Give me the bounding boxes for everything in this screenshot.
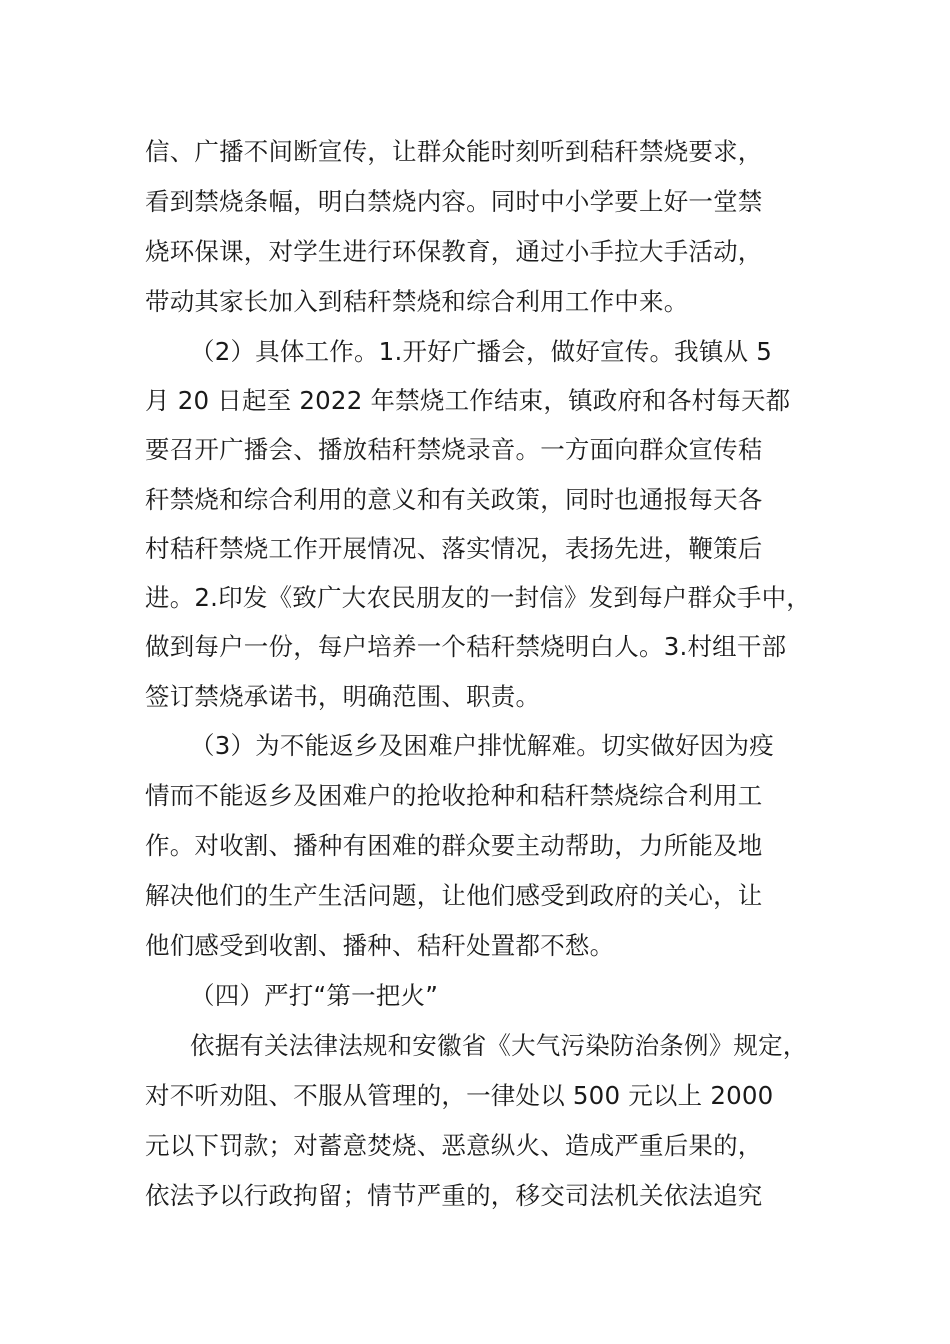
paragraph-line: 依法予以行政拘留；情节严重的，移交司法机关依法追究: [145, 1181, 763, 1210]
paragraph-first-line: （2）具体工作。1.开好广播会，做好宣传。我镇从 5: [190, 337, 773, 366]
paragraph-line: 烧环保课，对学生进行环保教育，通过小手拉大手活动，: [145, 237, 763, 266]
paragraph-line: 信、广播不间断宣传，让群众能时刻听到秸秆禁烧要求，: [145, 137, 763, 166]
paragraph-line: 做到每户一份，每户培养一个秸秆禁烧明白人。3.村组干部: [145, 632, 787, 661]
paragraph-line: 村秸秆禁烧工作开展情况、落实情况，表扬先进，鞭策后: [145, 534, 763, 563]
paragraph-line: 月 20 日起至 2022 年禁烧工作结束，镇政府和各村每天都: [145, 386, 791, 415]
paragraph-line: 元以下罚款；对蓄意焚烧、恶意纵火、造成严重后果的，: [145, 1131, 763, 1160]
paragraph-line: 带动其家长加入到秸秆禁烧和综合利用工作中来。: [145, 287, 689, 316]
section-heading: （四）严打“第一把火”: [190, 981, 439, 1010]
paragraph-first-line: 依据有关法律法规和安徽省《大气污染防治条例》规定，: [190, 1031, 808, 1060]
paragraph-line: 进。2.印发《致广大农民朋友的一封信》发到每户群众手中，: [145, 583, 811, 612]
paragraph-line: 他们感受到收割、播种、秸秆处置都不愁。: [145, 931, 615, 960]
paragraph-line: 解决他们的生产生活问题，让他们感受到政府的关心，让: [145, 881, 763, 910]
paragraph-line: 要召开广播会、播放秸秆禁烧录音。一方面向群众宣传秸: [145, 435, 763, 464]
paragraph-line: 情而不能返乡及困难户的抢收抢种和秸秆禁烧综合利用工: [145, 781, 763, 810]
paragraph-line: 秆禁烧和综合利用的意义和有关政策，同时也通报每天各: [145, 485, 763, 514]
paragraph-first-line: （3）为不能返乡及困难户排忧解难。切实做好因为疫: [190, 731, 774, 760]
paragraph-line: 签订禁烧承诺书，明确范围、职责。: [145, 682, 541, 711]
paragraph-line: 看到禁烧条幅，明白禁烧内容。同时中小学要上好一堂禁: [145, 187, 763, 216]
paragraph-line: 作。对收割、播种有困难的群众要主动帮助，力所能及地: [145, 831, 763, 860]
paragraph-line: 对不听劝阻、不服从管理的，一律处以 500 元以上 2000: [145, 1081, 774, 1110]
